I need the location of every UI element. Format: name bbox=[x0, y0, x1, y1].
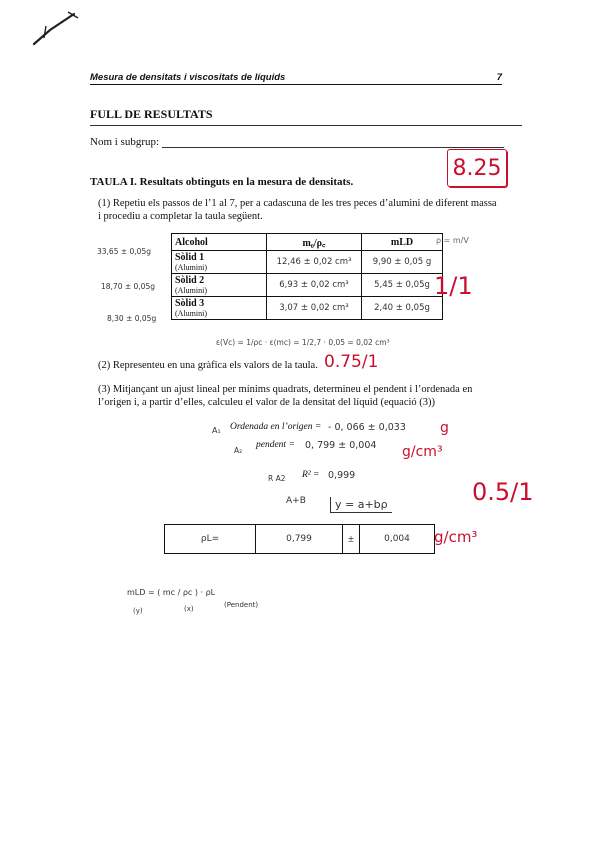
fit-score: 0.5/1 bbox=[472, 478, 534, 506]
A2-mark: A₂ bbox=[234, 446, 243, 455]
final-unit: g/cm³ bbox=[434, 528, 478, 546]
slope-label: pendent = bbox=[256, 440, 295, 450]
final-result-table bbox=[164, 524, 435, 554]
intercept-label: Ordenada en l’origen = bbox=[230, 422, 322, 432]
r2-value: 0,999 bbox=[328, 470, 356, 481]
RA2-mark: R A2 bbox=[268, 474, 286, 483]
name-line bbox=[90, 136, 504, 148]
model-x-label: (x) bbox=[184, 605, 194, 613]
results-table bbox=[171, 233, 443, 320]
col-volume: m₀/ρ꜀ bbox=[267, 234, 362, 251]
mass-note-1: 33,65 ± 0,05g bbox=[97, 247, 151, 256]
name-blank bbox=[162, 137, 504, 148]
row-name: Sòlid 1 bbox=[175, 252, 205, 263]
final-row bbox=[165, 525, 435, 554]
table-row bbox=[172, 274, 443, 297]
section-title: FULL DE RESULTATS bbox=[90, 107, 522, 126]
pen-mark-icon bbox=[28, 8, 84, 48]
slope-value: 0, 799 ± 0,004 bbox=[305, 440, 377, 451]
density-formula-note: ρ = m/V bbox=[436, 236, 469, 245]
row-mld: 2,40 ± 0,05g bbox=[362, 297, 443, 320]
model-equation: mLD = ( mc / ρc ) · ρL bbox=[127, 588, 216, 597]
table-title: TAULA I. Resultats obtinguts en la mesura de densitats. bbox=[90, 176, 354, 188]
row-name: Sòlid 2 bbox=[175, 275, 205, 286]
name-label: Nom i subgrup: bbox=[90, 136, 160, 148]
row-volume: 6,93 ± 0,02 cm³ bbox=[267, 274, 362, 297]
table-row bbox=[172, 297, 443, 320]
question-1: (1) Repetiu els passos de l’1 al 7, per a cadascuna de les tres peces d’alumini de diferent massa i procediu a completar la taula següent. bbox=[98, 198, 497, 222]
header-title: Mesura de densitats i viscositats de líquids bbox=[90, 72, 286, 83]
A1-mark: A₁ bbox=[212, 426, 221, 435]
col-mld: mLD bbox=[362, 234, 443, 251]
final-label: ρL= bbox=[165, 525, 256, 554]
error-formula-note: ε(Vc) = 1/ρc · ε(mc) = 1/2,7 · 0,05 = 0,02 cm³ bbox=[216, 338, 390, 347]
graph-score: 0.75/1 bbox=[324, 352, 379, 372]
question-2: (2) Representeu en una gràfica els valors de la taula. bbox=[98, 360, 318, 371]
linear-equation: y = a+bρ bbox=[330, 497, 392, 513]
final-error: 0,004 bbox=[360, 525, 435, 554]
col-alcohol: Alcohol bbox=[172, 234, 267, 251]
slope-unit: g/cm³ bbox=[402, 444, 443, 460]
page-number: 7 bbox=[496, 72, 502, 83]
row-mld: 9,90 ± 0,05 g bbox=[362, 251, 443, 274]
final-value: 0,799 bbox=[256, 525, 343, 554]
question-3: (3) Mitjançant un ajust lineal per mínims quadrats, determineu el pendent i l’ordenada en l’origen i, a partir d’elles, calculeu el valor de la densitat del líquid (equació (3)) bbox=[98, 384, 473, 408]
mass-note-2: 18,70 ± 0,05g bbox=[101, 282, 155, 291]
final-pm: ± bbox=[343, 525, 360, 554]
ab-mark: A+B bbox=[286, 496, 306, 506]
mass-note-3: 8,30 ± 0,05g bbox=[107, 314, 157, 323]
intercept-unit: g bbox=[440, 420, 449, 436]
row-volume: 3,07 ± 0,02 cm³ bbox=[267, 297, 362, 320]
table-header-row bbox=[172, 234, 443, 251]
row-sub: (Alumini) bbox=[175, 286, 207, 295]
row-sub: (Alumini) bbox=[175, 309, 207, 318]
row-name: Sòlid 3 bbox=[175, 298, 205, 309]
row-sub: (Alumini) bbox=[175, 263, 207, 272]
model-y-label: (y) bbox=[133, 607, 143, 615]
table-score: 1/1 bbox=[434, 272, 473, 300]
row-volume: 12,46 ± 0,02 cm³ bbox=[267, 251, 362, 274]
grade-box: 8.25 bbox=[447, 149, 507, 187]
running-header bbox=[90, 72, 502, 85]
row-mld: 5,45 ± 0,05g bbox=[362, 274, 443, 297]
table-row bbox=[172, 251, 443, 274]
intercept-value: - 0, 066 ± 0,033 bbox=[328, 422, 406, 433]
model-slope-label: (Pendent) bbox=[224, 601, 259, 609]
r2-label: R² = bbox=[302, 470, 320, 480]
